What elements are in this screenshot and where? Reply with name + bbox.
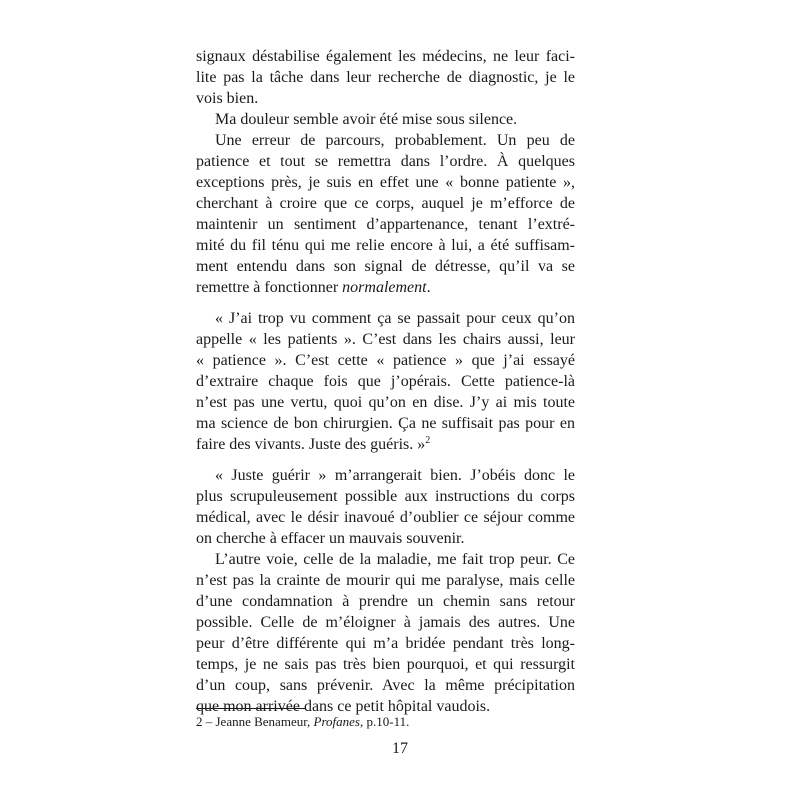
footnote-text: , p.10-11.	[360, 714, 410, 729]
text-line: ma science de bon chirurgien. Ça ne suffisait pas pour en	[196, 415, 575, 432]
italic-word: normalement	[342, 279, 427, 296]
text-run: remettre à fonctionner	[196, 279, 343, 296]
text-line: « Juste guérir » m’arrangerait bien. J’obéis donc le	[215, 467, 575, 484]
text-run: .	[426, 279, 431, 296]
text-line: L’autre voie, celle de la maladie, me fait trop peur. Ce	[215, 551, 575, 568]
text-line: maintenir un sentiment d’appartenance, tenant l’extré-	[196, 216, 575, 233]
footnote-divider	[196, 708, 306, 709]
footnote-reference: 2	[425, 435, 431, 446]
text-line: cherchant à croire que ce corps, auquel je m’efforce de	[196, 195, 575, 212]
footnote-title: Profanes	[313, 714, 360, 729]
text-line: peur d’être différente qui m’a bridée pendant très long-	[196, 635, 575, 652]
text-line: Ma douleur semble avoir été mise sous silence.	[215, 111, 518, 128]
text-line: vois bien.	[196, 90, 259, 107]
text-line	[196, 434, 575, 455]
text-line: possible. Celle de m’éloigner à jamais des autres. Une	[196, 614, 575, 631]
text-line: d’un coup, sans prévenir. Avec la même précipitation	[196, 677, 575, 694]
text-line: lite pas la tâche dans leur recherche de diagnostic, je le	[196, 69, 575, 86]
footnote-text: 2 – Jeanne Benameur,	[196, 714, 314, 729]
page-number: 17	[392, 740, 408, 757]
text-line: ment entendu dans son signal de détresse, qu’il va se	[196, 258, 575, 275]
text-run: faire des vivants. Juste des guéris. »	[196, 436, 426, 453]
text-line: appelle « les patients ». C’est dans les chairs aussi, leur	[196, 331, 575, 348]
text-line	[196, 277, 575, 298]
text-line: patience et tout se remettra dans l’ordre. À quelques	[196, 153, 575, 170]
text-line: n’est pas une vertu, quoi qu’on en dise. J’y ai mis toute	[196, 394, 575, 411]
text-line: médical, avec le désir inavoué d’oublier ce séjour comme	[196, 509, 575, 526]
footnote	[196, 713, 409, 731]
text-line: signaux déstabilise également les médecins, ne leur faci-	[196, 48, 575, 65]
text-line: on cherche à effacer un mauvais souvenir.	[196, 530, 465, 547]
text-line: plus scrupuleusement possible aux instructions du corps	[196, 488, 575, 505]
text-line: mité du fil ténu qui me relie encore à lui, a été suffisam-	[196, 237, 575, 254]
text-line: que mon arrivée dans ce petit hôpital vaudois.	[196, 698, 491, 715]
text-line: d’extraire chaque fois que j’opérais. Cette patience-là	[196, 373, 575, 390]
text-line: d’une condamnation à prendre un chemin sans retour	[196, 593, 575, 610]
text-line: « J’ai trop vu comment ça se passait pour ceux qu’on	[215, 310, 575, 327]
text-line: temps, je ne sais pas très bien pourquoi, et qui ressurgit	[196, 656, 575, 673]
text-line: « patience ». C’est cette « patience » que j’ai essayé	[196, 352, 575, 369]
text-line: n’est pas la crainte de mourir qui me paralyse, mais celle	[196, 572, 575, 589]
text-line: exceptions près, je suis en effet une « bonne patiente »,	[196, 174, 575, 191]
text-line: Une erreur de parcours, probablement. Un peu de	[215, 132, 575, 149]
